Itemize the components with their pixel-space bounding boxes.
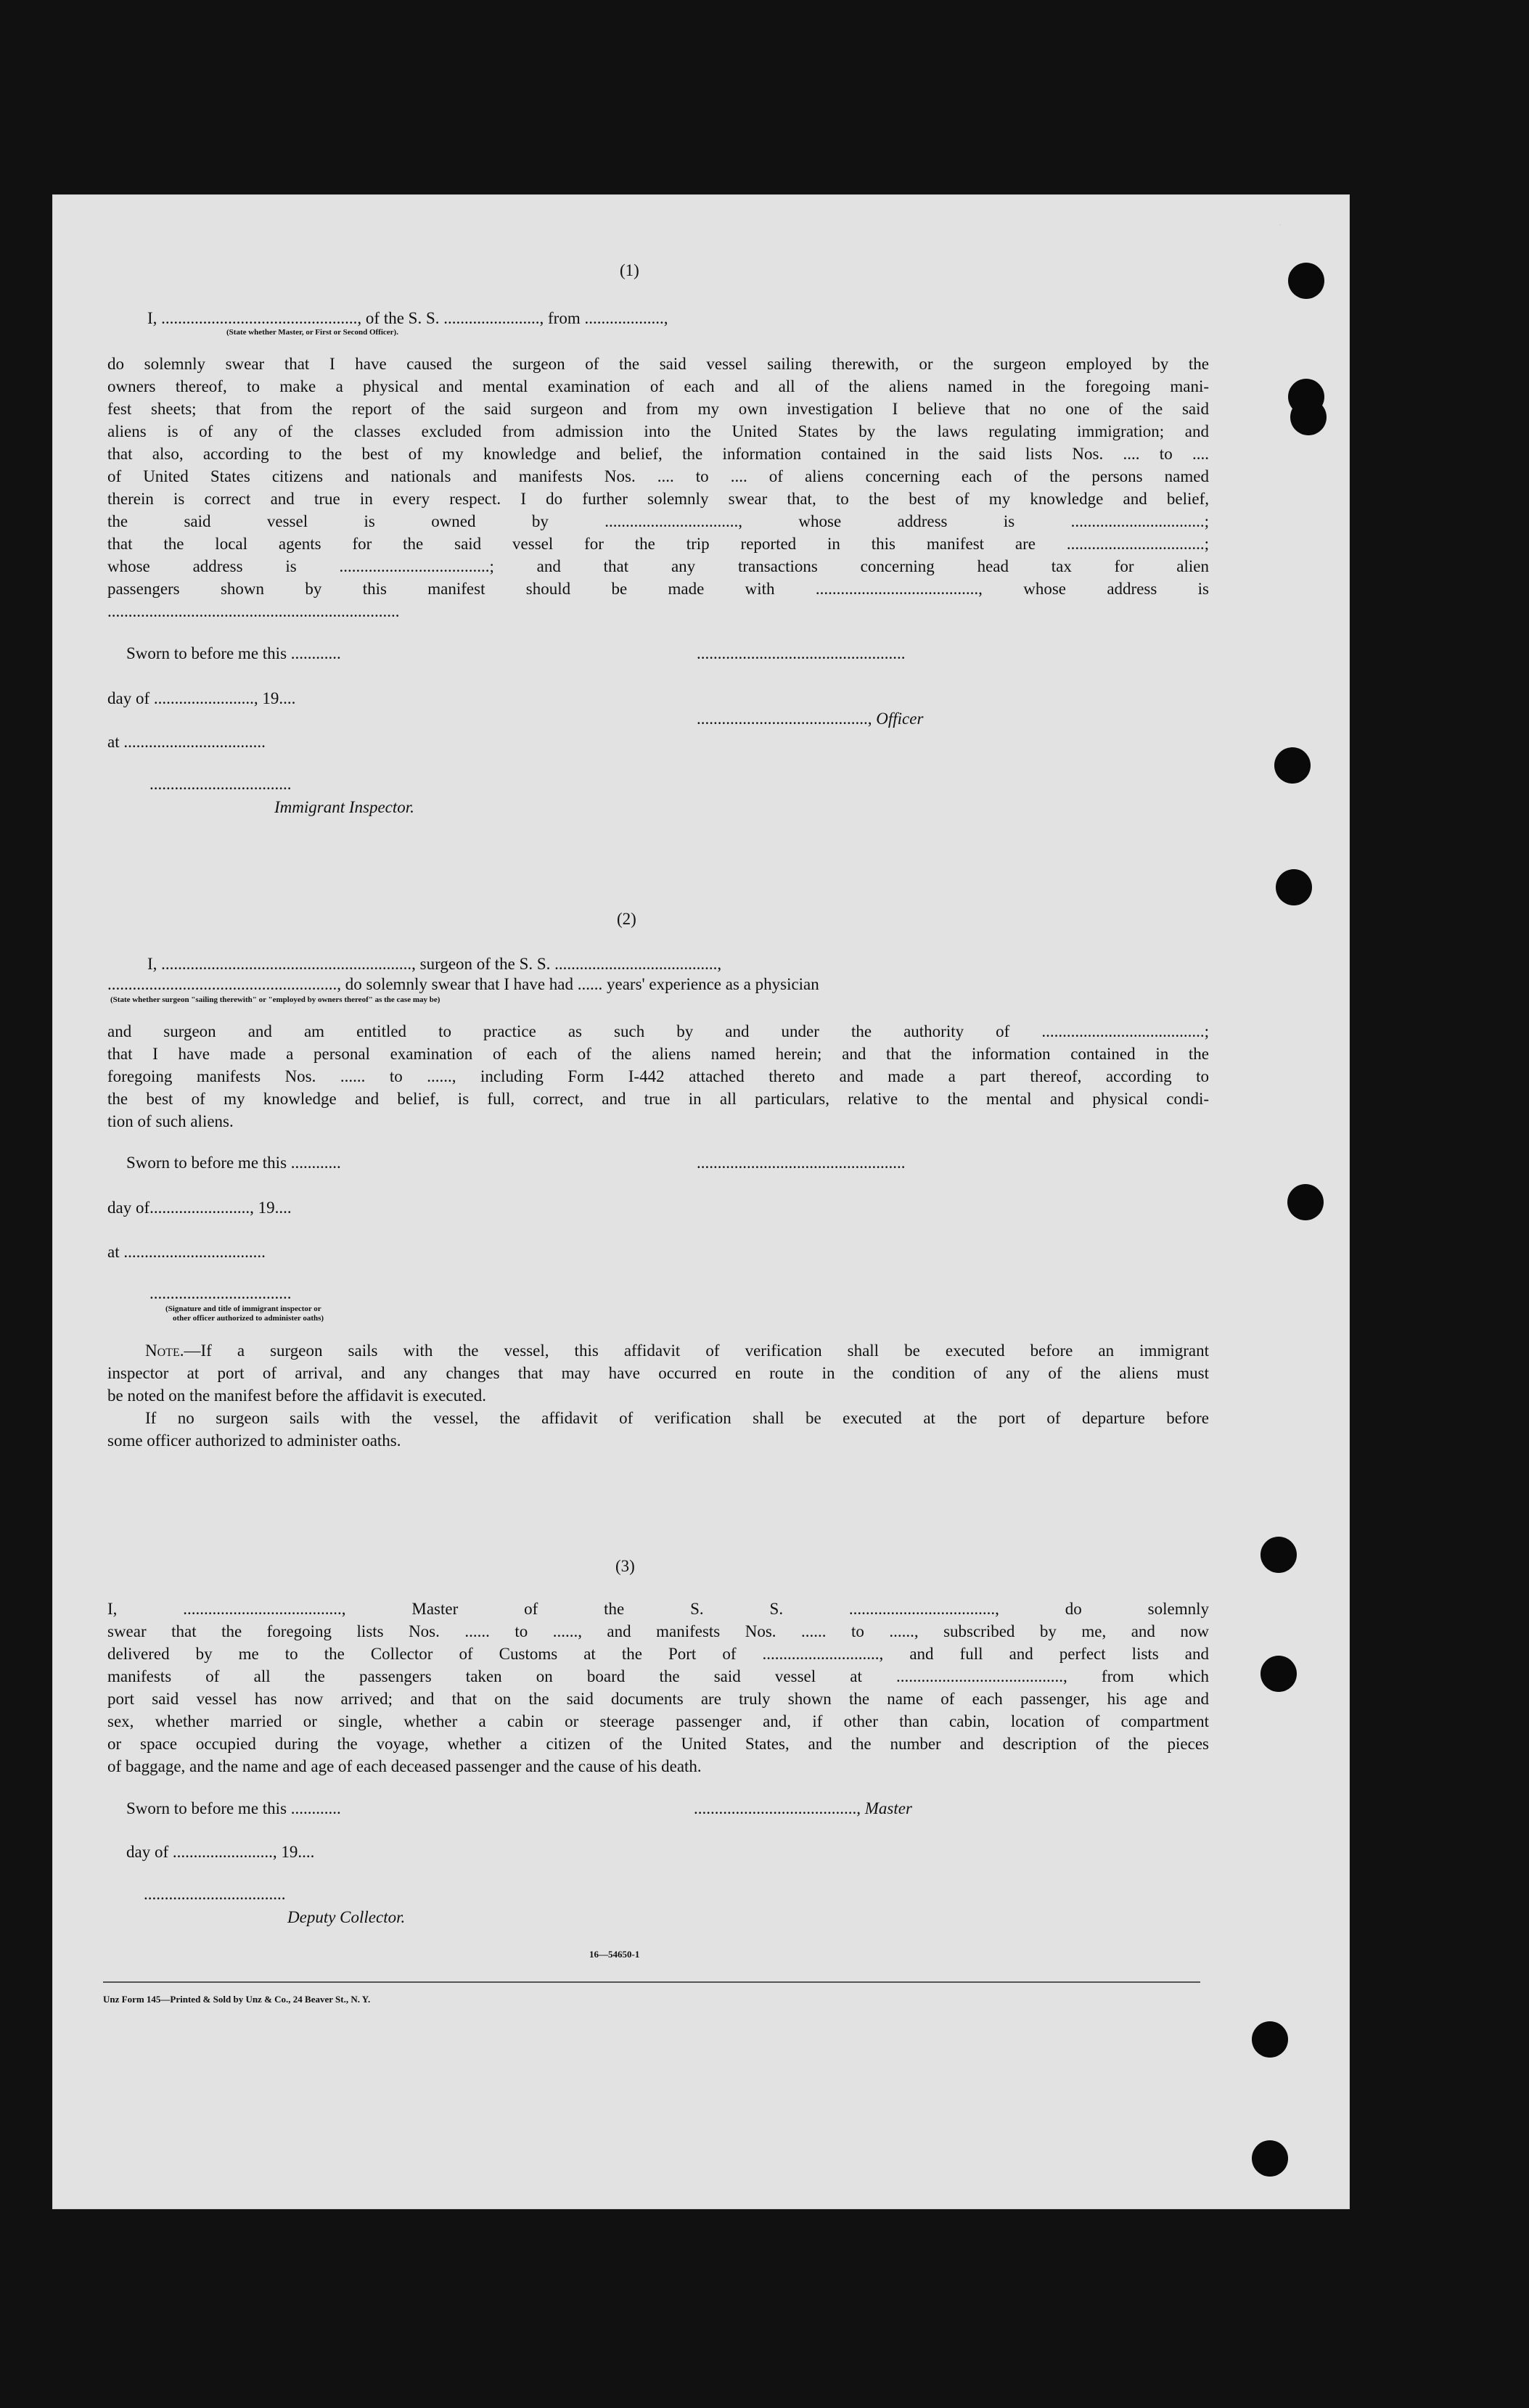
note-text: —If a surgeon sails with the vessel, this affidavit of verification shall be executed before an immigrant — [184, 1341, 1209, 1360]
s1body-line: that also, according to the best of my knowledge and belief, the information contained in the said lists Nos. .... to .... — [107, 445, 1209, 463]
note-line: some officer authorized to administer oaths. — [107, 1431, 401, 1450]
note-line — [107, 1339, 1209, 1362]
officer-label: Officer — [876, 710, 924, 728]
note-line: inspector at port of arrival, and any changes that may have occurred en route in the condition of any of the aliens must — [107, 1364, 1209, 1382]
s2body-line: and surgeon and am entitled to practice as such by and under the authority of .......................................; — [107, 1022, 1209, 1040]
section-3-sworn: Sworn to before me this ............ — [126, 1799, 341, 1817]
section-2-right-signature-line: .................................................. — [697, 1154, 906, 1172]
section-2-signature-note-2: other officer authorized to administer oaths) — [173, 1314, 324, 1323]
section-1-inspector-label: Immigrant Inspector. — [274, 798, 414, 816]
section-2-day-of: day of........................, 19.... — [107, 1199, 292, 1217]
s2body-line: foregoing manifests Nos. ...... to ......, including Form I-442 attached thereto and made a part thereof, according to — [107, 1067, 1209, 1085]
s1body-line: of United States citizens and nationals and manifests Nos. .... to .... of aliens concerning each of the persons named — [107, 467, 1209, 485]
section-3-collector-label: Deputy Collector. — [287, 1908, 406, 1926]
section-3-number: (3) — [615, 1557, 635, 1575]
s1body-line: ...................................................................... — [107, 602, 400, 620]
section-1-day-of: day of ........................, 19.... — [107, 689, 296, 707]
s3body-line: manifests of all the passengers taken on board the said vessel at ........................................, from which — [107, 1667, 1209, 1685]
s3body-line: delivered by me to the Collector of Customs at the Port of ............................, and full and perfect lists and — [107, 1645, 1209, 1663]
punch-hole — [1288, 263, 1324, 299]
section-1-officer-signature — [697, 710, 923, 728]
s1body-line: therein is correct and true in every respect. I do further solemnly swear that, to the best of my knowledge and belief, — [107, 490, 1209, 508]
section-2-body — [107, 1020, 1209, 1133]
section-1-officer-blank: I, ............................................... — [147, 309, 358, 327]
section-3-day-of: day of ........................, 19.... — [126, 1843, 315, 1861]
punch-hole — [1260, 1537, 1297, 1573]
s1body-line: fest sheets; that from the report of the said surgeon and from my own investigation I believe that no one of the said — [107, 400, 1209, 418]
section-3-body — [107, 1598, 1209, 1778]
section-1-body — [107, 353, 1209, 622]
section-2-inspector-line: .................................. — [149, 1284, 292, 1302]
section-1-inspector-line: .................................. — [149, 775, 292, 793]
form-page — [52, 194, 1350, 2209]
punch-hole — [1274, 747, 1311, 784]
s3body-line: port said vessel has now arrived; and that on the said documents are truly shown the name of each passenger, his age and — [107, 1690, 1209, 1708]
section-2-at: at .................................. — [107, 1243, 266, 1261]
s3body-line: sex, whether married or single, whether a cabin or steerage passenger and, if other than cabin, location of compartment — [107, 1712, 1209, 1730]
section-3-master-signature — [694, 1799, 912, 1818]
s2body-line: the best of my knowledge and belief, is full, correct, and true in all particulars, relative to the mental and physical condi- — [107, 1090, 1209, 1108]
note-line: If no surgeon sails with the vessel, the affidavit of verification shall be executed at the port of departure before — [145, 1409, 1209, 1427]
section-1-at: at .................................. — [107, 733, 266, 751]
note-line: be noted on the manifest before the affidavit is executed. — [107, 1386, 486, 1405]
footer-rule — [103, 1981, 1200, 1983]
s3body-line: of baggage, and the name and age of each deceased passenger and the cause of his death. — [107, 1757, 702, 1775]
punch-hole — [1252, 2140, 1288, 2177]
section-2-sworn: Sworn to before me this ............ — [126, 1154, 341, 1172]
faint-mark: · — [1279, 221, 1282, 231]
s1body-line: aliens is of any of the classes excluded from admission into the United States by the laws regulating immigration; and — [107, 422, 1209, 440]
s3body-line: swear that the foregoing lists Nos. ...... to ......, and manifests Nos. ...... to ......, subscribed by me, and now — [107, 1622, 1209, 1640]
s1body-line: do solemnly swear that I have caused the surgeon of the said vessel sailing therewith, or the surgeon employed by the — [107, 355, 1209, 373]
punch-hole — [1290, 399, 1327, 435]
section-2-signature-note-1: (Signature and title of immigrant inspector or — [165, 1304, 321, 1313]
s1body-line: owners thereof, to make a physical and mental examination of each and all of the aliens named in the foregoing mani- — [107, 377, 1209, 395]
s1body-line: that the local agents for the said vessel for the trip reported in this manifest are .................................; — [107, 535, 1209, 553]
s2body-line: that I have made a personal examination of each of the aliens named herein; and that the information contained in the — [107, 1045, 1209, 1063]
master-label: Master — [864, 1799, 912, 1817]
section-2-number: (2) — [617, 910, 636, 928]
section-1-number: (1) — [620, 261, 639, 279]
punch-hole — [1260, 1656, 1297, 1692]
s3body-line: or space occupied during the voyage, whether a citizen of the United States, and the number and description of the pieces — [107, 1735, 1209, 1753]
section-1-sworn: Sworn to before me this ............ — [126, 644, 341, 662]
punch-hole — [1252, 2021, 1288, 2058]
punch-hole — [1287, 1184, 1324, 1220]
section-2-surgeon-note: (State whether surgeon "sailing therewith" or "employed by owners thereof" as the case may be) — [110, 995, 440, 1004]
form-code: 16—54650-1 — [589, 1949, 640, 1960]
master-signature-line: ......................................., — [694, 1799, 865, 1817]
punch-hole — [1276, 869, 1312, 905]
s1body-line: whose address is ....................................; and that any transactions concerning head tax for alien — [107, 557, 1209, 575]
s1body-line: passengers shown by this manifest should be made with ......................................., whose address is — [107, 580, 1209, 598]
section-1-line-officer — [147, 309, 668, 328]
section-2-line-2: ......................................................., do solemnly swear that I have had ...... years' experience as a physician — [107, 975, 819, 993]
section-3-collector-line: .................................. — [144, 1885, 286, 1903]
s3body-line: I, ......................................, Master of the S. S. ..................................., do solemnly — [107, 1600, 1209, 1618]
note-heading: Note. — [145, 1341, 184, 1360]
officer-signature-line: ........................................., — [697, 710, 877, 728]
section-2-line-1: I, ............................................................, surgeon of the S. S. ......................................., — [147, 955, 722, 973]
printer-credit: Unz Form 145—Printed & Sold by Unz & Co., 24 Beaver St., N. Y. — [103, 1994, 371, 2005]
section-1-vessel-blank: , of the S. S. ......................., from ..................., — [357, 309, 668, 327]
s2body-line: tion of such aliens. — [107, 1112, 234, 1130]
section-1-officer-note: (State whether Master, or First or Second Officer). — [226, 328, 398, 337]
section-2-note — [107, 1339, 1209, 1452]
s1body-line: the said vessel is owned by ................................, whose address is ................................; — [107, 512, 1209, 530]
section-1-right-signature-line: .................................................. — [697, 644, 906, 662]
